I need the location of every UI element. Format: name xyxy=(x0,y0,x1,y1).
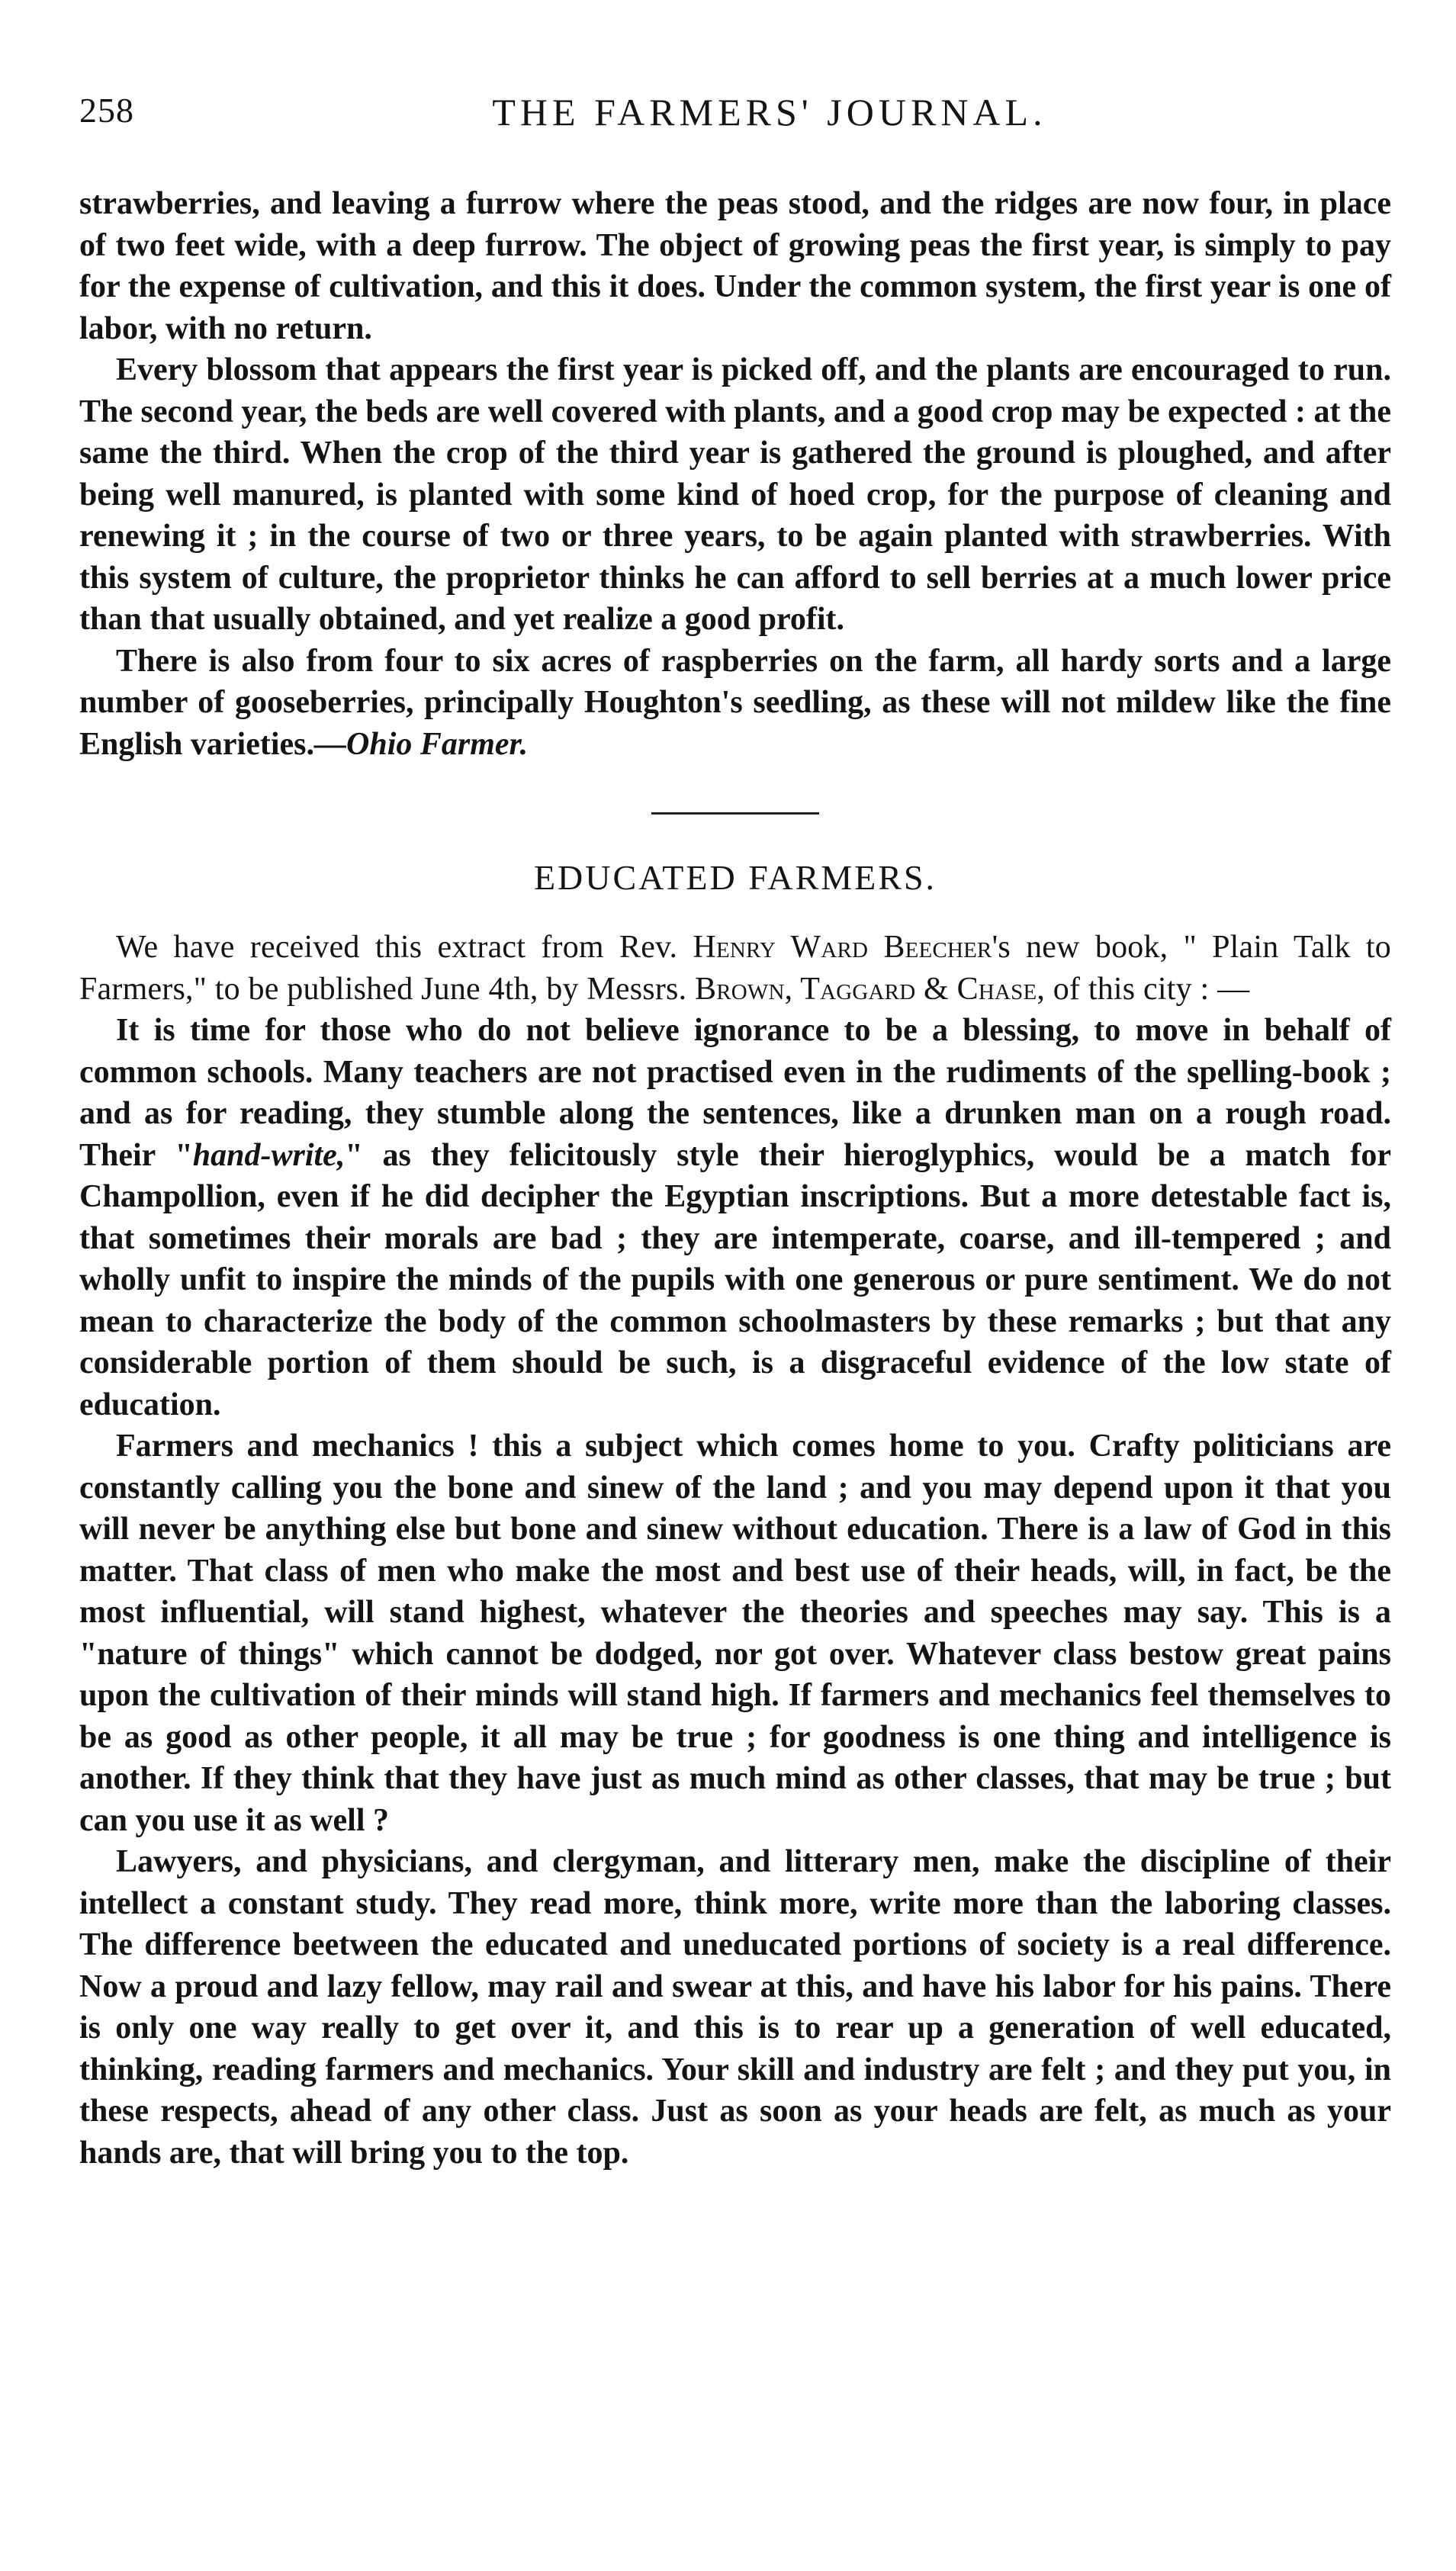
article-strawberries xyxy=(79,183,1391,765)
journal-page xyxy=(79,84,1391,2174)
journal-title: THE FARMERS' JOURNAL. xyxy=(492,91,1047,133)
article1-source: —Ohio Farmer. xyxy=(314,726,529,762)
article1-paragraph-3-text: There is also from four to six acres of raspberries on the farm, all hardy sorts and a large number of gooseberries, principally Houghton's seedling, as these will not mildew like the fine English varieties. xyxy=(79,643,1391,762)
article2-intro-part-1: We have received this extract from Rev. xyxy=(116,930,693,965)
running-head xyxy=(79,84,1391,153)
article2-paragraph-1 xyxy=(79,1010,1391,1425)
article2-intro-part-3: , of this city : — xyxy=(1037,971,1250,1007)
article2-intro-publisher: Brown, Taggard & Chase xyxy=(694,971,1037,1007)
article1-paragraph-1: strawberries, and leaving a furrow where the peas stood, and the ridges are now four, in place of two feet wide, with a deep furrow. The object of growing peas the first year, is simply to pay for the expense of cultivation, and this it does. Under the common system, the first year is one of labor, with no return. xyxy=(79,186,1391,346)
article2-intro xyxy=(79,927,1391,1010)
article2-title: EDUCATED FARMERS. xyxy=(533,858,937,897)
article2-paragraph-3: Lawyers, and physicians, and clergyman, and litterary men, make the discipline of their intellect a constant study. They read more, think more, write more than the laboring classes. The difference beetween the educated and uneducated portions of society is a real difference. Now a proud and lazy fellow, may rail and swear at this, and have his labor for his pains. There is only one way really to get over it, and this is to rear up a generation of well educated, thinking, reading farmers and mechanics. Your skill and industry are felt ; and they put you, in these respects, ahead of any other class. Just as soon as your heads are felt, as much as your hands are, that will bring you to the top. xyxy=(79,1844,1391,2171)
article2-paragraph-1-a: It is time for those who do not believe ignorance to be a blessing, to move in behalf of common schools. Many teachers are not practised even in the rudiments of the spelling-book ; and as for reading, they stumble along the sentences, like a drunken man on a rough road. Their " xyxy=(79,1013,1391,1173)
section-divider xyxy=(651,812,819,815)
article1-paragraph-3 xyxy=(79,641,1391,766)
article1-paragraph-2: Every blossom that appears the first year is picked off, and the plants are encouraged to run. The second year, the beds are well covered with plants, and a good crop may be expected : at the same the third. When the crop of the third year is gathered the ground is ploughed, and after being well manured, is planted with some kind of hoed crop, for the purpose of cleaning and renewing it ; in the course of two or three years, to be again planted with strawberries. With this system of culture, the proprietor thinks he can afford to sell berries at a much lower price than that usually obtained, and yet realize a good profit. xyxy=(79,352,1391,637)
article2-paragraph-2: Farmers and mechanics ! this a subject which comes home to you. Crafty politicians are constantly calling you the bone and sinew of the land ; and you may depend upon it that you will never be anything else but bone and sinew without education. There is a law of God in this matter. That class of men who make the most and best use of their heads, will, in fact, be the most influential, will stand highest, whatever the theories and speeches may say. This is a "nature of things" which cannot be dodged, nor got over. Whatever class bestow great pains upon the cultivation of their minds will stand high. If farmers and mechanics feel themselves to be as good as other people, it all may be true ; for goodness is one thing and intelligence is another. If they think that they have just as much mind as other classes, that may be true ; but can you use it as well ? xyxy=(79,1429,1391,1838)
article2-paragraph-1-b: " as they felicitously style their hieroglyphics, would be a match for Champollion, even if he did decipher the Egyptian inscriptions. But a more detestable fact is, that sometimes their morals are bad ; they are intemperate, coarse, and ill-tempered ; and wholly unfit to inspire the minds of the pupils with one generous or pure sentiment. We do not mean to characterize the body of the common schoolmasters by these remarks ; but that any considerable portion of them should be such, is a disgraceful evidence of the low state of education. xyxy=(79,1137,1391,1422)
article2-paragraph-1-italic: hand-write, xyxy=(192,1137,346,1173)
article2-intro-part-2: 's new book, " Plain Talk to Farmers," to be published June 4th, by Messrs. xyxy=(79,930,1391,1007)
article-educated-farmers xyxy=(79,857,1391,2174)
article2-intro-author: Henry Ward Beecher xyxy=(693,930,992,965)
page-number: 258 xyxy=(79,91,134,130)
